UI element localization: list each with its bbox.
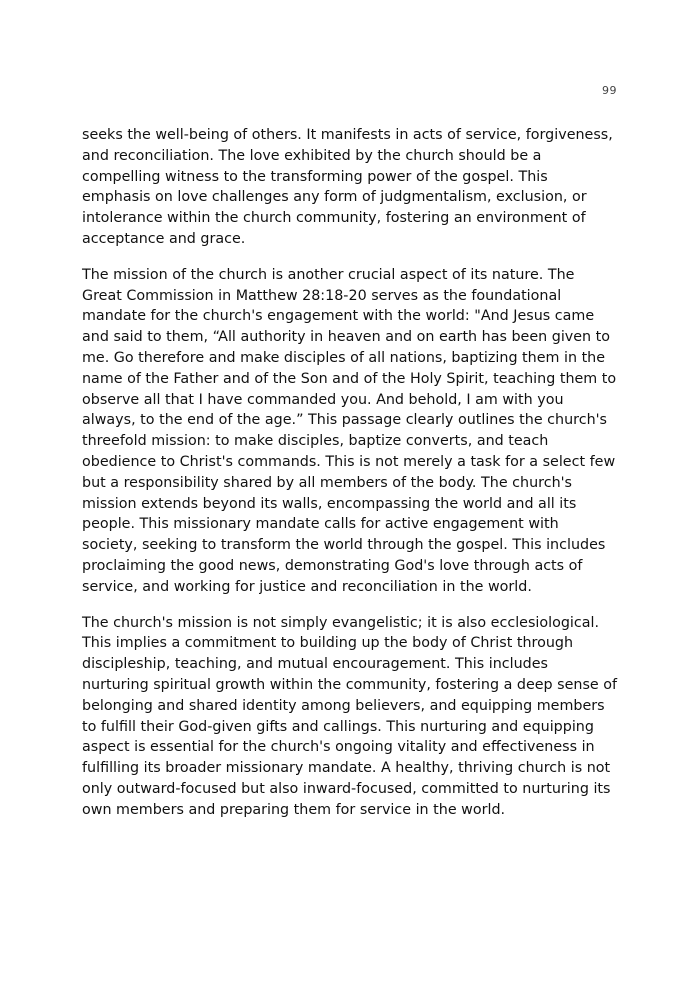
paragraph-mission: The mission of the church is another crucial aspect of its nature. The Great Commission in Matthew 28:18-20 serves as the foundational mandate for the church's engagement with the world: "And Jesus came and said to them, “All authority in heaven and on earth has been given to me. Go therefore and make disciples of all nations, baptizing them in the name of the Father and of the Son and of the Holy Spirit, teaching them to observe all that I have commanded you. And behold, I am with you always, to the end of the age.” This passage clearly outlines the church's threefold mission: to make disciples, baptize converts, and teach obedience to Christ's commands. This is not merely a task for a select few but a responsibility shared by all members of the body. The church's mission extends beyond its walls, encompassing the world and all its people. This missionary mandate calls for active engagement with society, seeking to transform the world through the gospel. This includes proclaiming the good news, demonstrating God's love through acts of service, and working for justice and reconciliation in the world.: [82, 266, 617, 595]
page-number: 99: [602, 84, 617, 97]
paragraph-love: seeks the well-being of others. It manifests in acts of service, forgiveness, and reconciliation. The love exhibited by the church should be a compelling witness to the transforming power of the gospel. This emphasis on love challenges any form of judgmentalism, exclusion, or intolerance within the church community, fostering an environment of acceptance and grace.: [82, 127, 613, 247]
paragraph-ecclesiological: The church's mission is not simply evangelistic; it is also ecclesiological. This implies a commitment to building up the body of Christ through discipleship, teaching, and mutual encouragement. This includes nurturing spiritual growth within the community, fostering a deep sense of belonging and shared identity among believers, and equipping members to fulfill their God-given gifts and callings. This nurturing and equipping aspect is essential for the church's ongoing vitality and effectiveness in fulfilling its broader missionary mandate. A healthy, thriving church is not only outward-focused but also inward-focused, committed to nurturing its own members and preparing them for service in the world.: [82, 614, 618, 818]
body-text: [82, 125, 618, 836]
